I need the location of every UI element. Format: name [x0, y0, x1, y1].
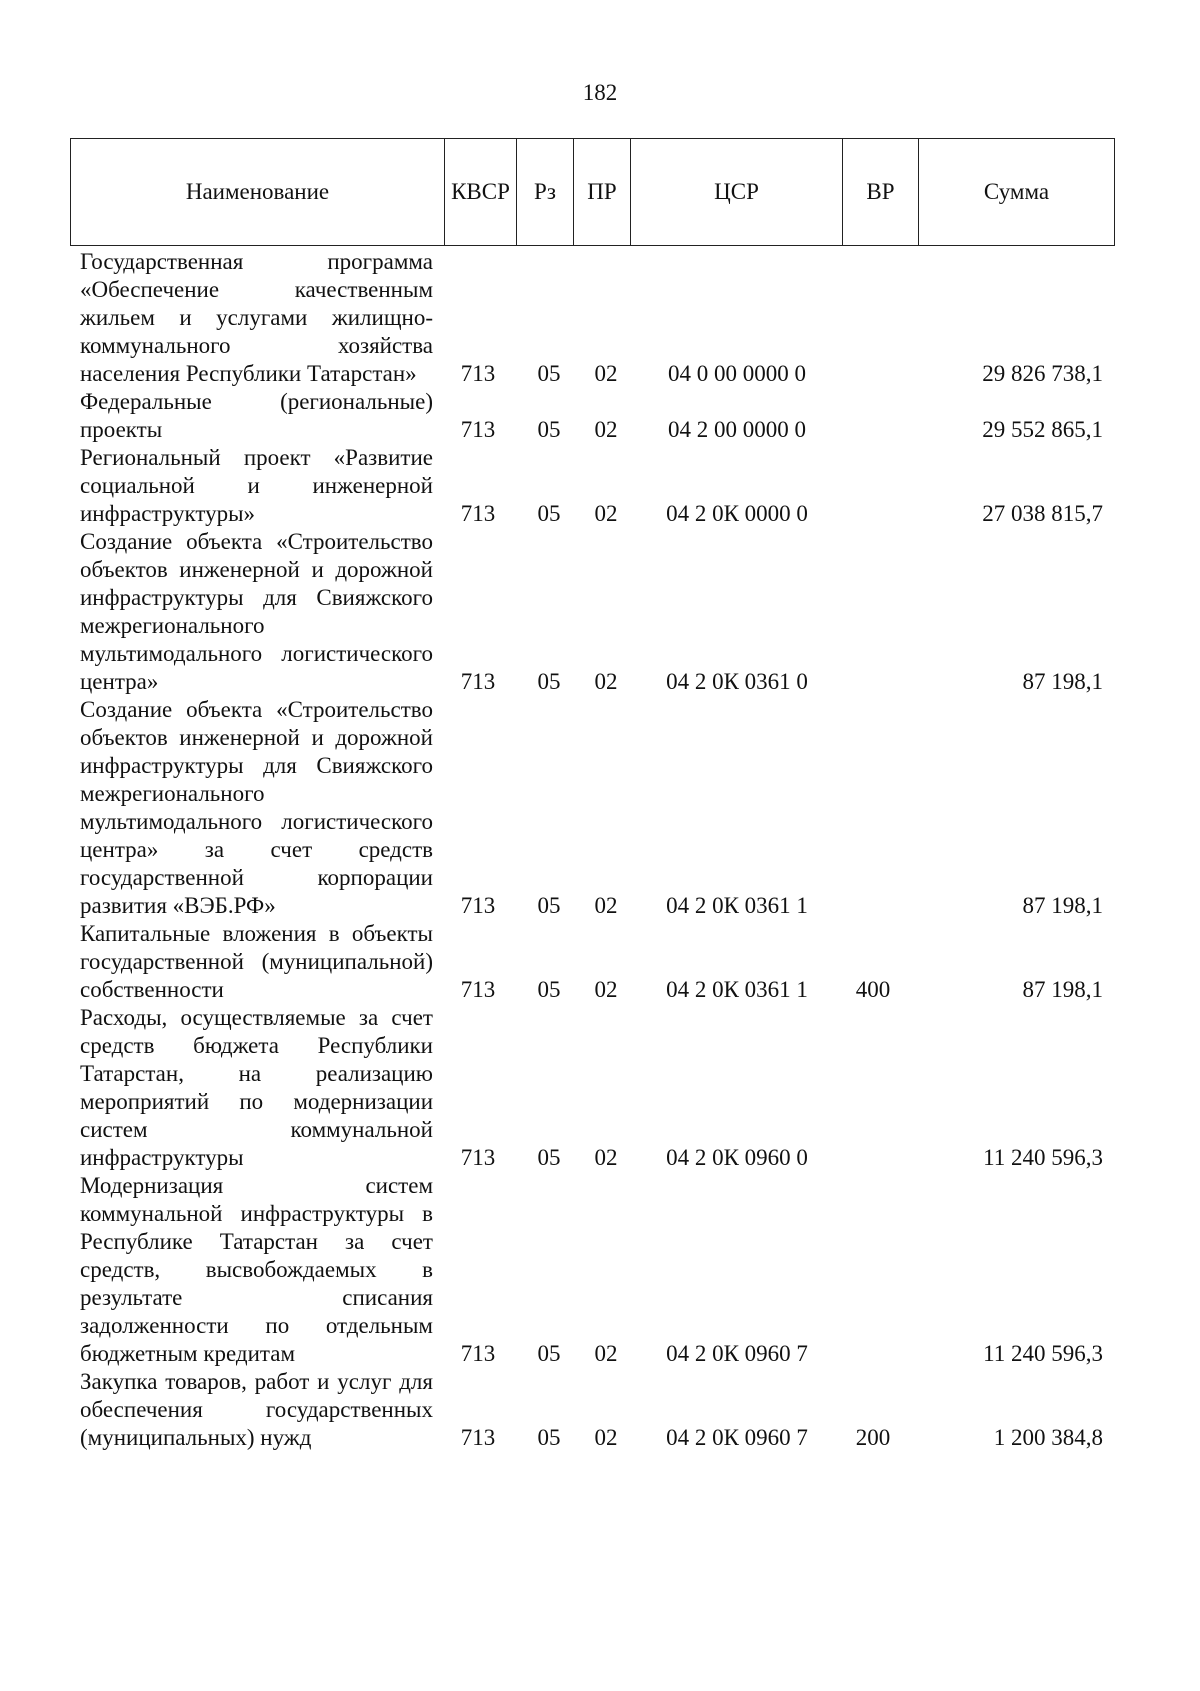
row-pr: 02	[594, 669, 618, 694]
row-csr: 04 2 0К 0361 1	[666, 893, 808, 918]
row-kvsr: 713	[460, 669, 496, 694]
row-rz: 05	[537, 669, 561, 694]
row-rz: 05	[537, 501, 561, 526]
row-pr: 02	[594, 893, 618, 918]
row-kvsr: 713	[460, 1145, 496, 1170]
page-number: 182	[582, 80, 618, 105]
row-sum: 11 240 596,3	[983, 1341, 1103, 1366]
table-row	[80, 444, 1115, 528]
row-csr: 04 2 0К 0960 0	[666, 1145, 808, 1170]
row-sum: 11 240 596,3	[983, 1145, 1103, 1170]
row-vr: 400	[855, 977, 891, 1002]
header-vr: ВР	[843, 139, 919, 245]
row-rz: 05	[537, 417, 561, 442]
row-rz: 05	[537, 361, 561, 386]
row-csr: 04 2 0К 0361 1	[666, 977, 808, 1002]
row-rz: 05	[537, 977, 561, 1002]
row-name: Федеральные (региональные) проекты	[80, 389, 433, 442]
row-pr: 02	[594, 417, 618, 442]
header-sum: Сумма	[983, 179, 1050, 204]
table-row	[80, 1004, 1115, 1172]
row-name: Региональный проект «Развитие социальной и инженерной инфраструктуры»	[80, 445, 433, 526]
table-row	[80, 248, 1115, 388]
table-body	[80, 248, 1115, 1452]
row-sum: 29 826 738,1	[982, 361, 1103, 386]
table-row	[80, 1172, 1115, 1368]
table-row	[80, 920, 1115, 1004]
row-csr: 04 2 0К 0960 7	[666, 1425, 808, 1450]
row-vr: 200	[855, 1425, 891, 1450]
row-kvsr: 713	[460, 1425, 496, 1450]
row-csr: 04 2 0К 0960 7	[666, 1341, 808, 1366]
table-row	[80, 696, 1115, 920]
row-sum: 87 198,1	[1022, 669, 1103, 694]
row-name: Создание объекта «Строительство объектов инженерной и дорожной инфраструктуры для Свияжского межрегионального мультимодального логистического центра» за счет средств государственной корпорации развития «ВЭБ.РФ»	[80, 697, 433, 918]
row-csr: 04 2 00 0000 0	[668, 417, 806, 442]
header-csr: ЦСР	[631, 139, 843, 245]
row-csr: 04 2 0К 0361 0	[666, 669, 808, 694]
row-rz: 05	[537, 1145, 561, 1170]
header-kvsr: КВСР	[445, 139, 517, 245]
header-rz: Рз	[517, 139, 574, 245]
row-pr: 02	[594, 977, 618, 1002]
row-pr: 02	[594, 501, 618, 526]
header-pr: ПР	[574, 139, 631, 245]
row-name: Создание объекта «Строительство объектов инженерной и дорожной инфраструктуры для Свияжского межрегионального мультимодального логистического центра»	[80, 529, 433, 694]
row-name: Модернизация систем коммунальной инфраструктуры в Республике Татарстан за счет средств, высвобождаемых в результате списания задолженности по отдельным бюджетным кредитам	[80, 1173, 433, 1366]
table-row	[80, 1368, 1115, 1452]
row-pr: 02	[594, 1425, 618, 1450]
row-name: Закупка товаров, работ и услуг для обеспечения государственных (муниципальных) нужд	[80, 1369, 433, 1450]
row-rz: 05	[537, 1425, 561, 1450]
row-kvsr: 713	[460, 417, 496, 442]
row-csr: 04 2 0К 0000 0	[666, 501, 808, 526]
row-kvsr: 713	[460, 361, 496, 386]
row-sum: 87 198,1	[1022, 893, 1103, 918]
row-name: Государственная программа «Обеспечение качественным жильем и услугами жилищно-коммунального хозяйства населения Республики Татарстан»	[80, 249, 433, 386]
header-name: Наименование	[71, 139, 445, 245]
row-sum: 87 198,1	[1022, 977, 1103, 1002]
row-sum: 29 552 865,1	[982, 417, 1103, 442]
row-name: Капитальные вложения в объекты государственной (муниципальной) собственности	[80, 921, 433, 1002]
table-row	[80, 388, 1115, 444]
row-kvsr: 713	[460, 977, 496, 1002]
row-pr: 02	[594, 1341, 618, 1366]
row-kvsr: 713	[460, 501, 496, 526]
row-rz: 05	[537, 1341, 561, 1366]
row-sum: 1 200 384,8	[993, 1425, 1103, 1450]
table-header	[70, 138, 1115, 246]
row-rz: 05	[537, 893, 561, 918]
row-pr: 02	[594, 361, 618, 386]
row-sum: 27 038 815,7	[982, 501, 1103, 526]
row-kvsr: 713	[460, 1341, 496, 1366]
row-csr: 04 0 00 0000 0	[668, 361, 806, 386]
row-kvsr: 713	[460, 893, 496, 918]
row-name: Расходы, осуществляемые за счет средств бюджета Республики Татарстан, на реализацию мероприятий по модернизации систем коммунальной инфраструктуры	[80, 1005, 433, 1170]
row-pr: 02	[594, 1145, 618, 1170]
table-row	[80, 528, 1115, 696]
